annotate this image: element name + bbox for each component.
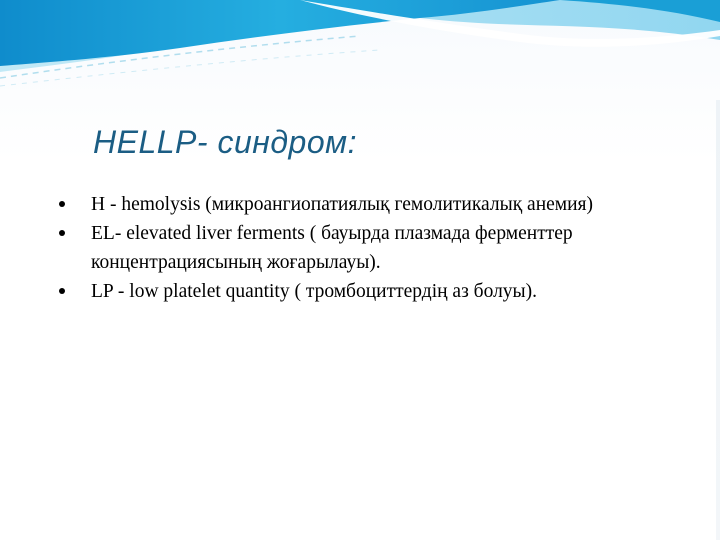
bullet-item <box>56 219 676 277</box>
header-wave-decoration <box>0 0 720 110</box>
bullet-dot-icon <box>59 288 65 294</box>
bullet-item <box>56 190 676 219</box>
bullet-dot-icon <box>59 201 65 207</box>
bullet-dot-icon <box>59 230 65 236</box>
bullet-text: LP - low platelet quantity ( тромбоциттердің аз болуы). <box>91 281 538 302</box>
slide-edge-shadow <box>716 100 720 540</box>
bullet-text: H - hemolysis (микроангиопатиялық гемолитикалық анемия) <box>91 194 594 215</box>
slide-title: HELLP- синдром: <box>93 124 357 160</box>
bullet-item <box>56 277 676 306</box>
bullet-list <box>56 190 676 306</box>
bullet-text: EL- elevated liver ferments ( бауырда плазмада ферменттер концентрациясының жоғарылауы). <box>91 223 573 273</box>
